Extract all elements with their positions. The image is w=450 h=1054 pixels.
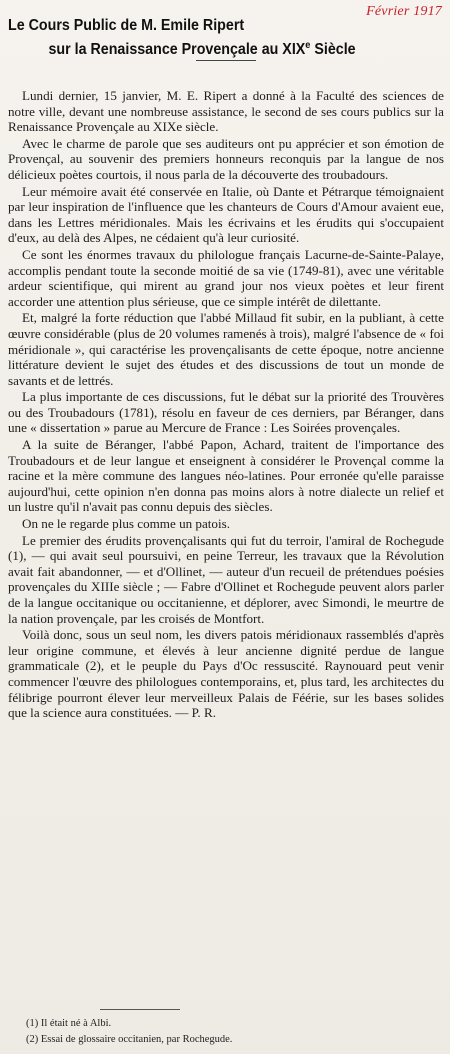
paragraph-10: Voilà donc, sous un seul nom, les divers patois méridionaux rassemblés d'après leur origine commune, et élevés à leur ancienne dignité perdue de langue grammaticale (2), et le peuple du Pays d'Oc ressuscité. Raynouard peut venir commencer l'œuvre des philologues contemporains, et, plus tard, les architectes du félibrige pourront élever leur merveilleux Palais de Féérie, sur les bases solides que la science aura constituées. — P. R. xyxy=(8,627,444,721)
paragraph-1: Lundi dernier, 15 janvier, M. E. Ripert a donné à la Faculté des sciences de notre ville, devant une nombreuse assistance, le second de ses cours publics sur la Renaissance Provençale au XIXe siècle. xyxy=(8,88,444,135)
paragraph-7: A la suite de Béranger, l'abbé Papon, Achard, traitent de l'importance des Troubadours et de leur langue et enseignent à considérer le Provençal comme la racine et la mère commune des langues néo-latines. Pour erronée qu'elle paraisse aujourd'hui, cette opinion n'en donna pas moins alors à notre dialecte un relief et un lustre qu'il n'avait pas connu depuis des siècles. xyxy=(8,437,444,515)
paragraph-5: Et, malgré la forte réduction que l'abbé Millaud fit subir, en la publiant, à cette œuvre considérable (plus de 20 volumes ramenés à trois), malgré l'absence de « foi méridionale », qui caractérise les provençalisants de cette époque, notre ancienne littérature devient le sujet des études et des discussions de tout un monde de savants et de lettrés. xyxy=(8,310,444,388)
headline-divider xyxy=(196,60,256,61)
paragraph-9: Le premier des érudits provençalisants qui fut du terroir, l'amiral de Rochegude (1), — qui avait seul poursuivi, en peine Terreur, les travaux que la Révolution avait fait abandonner, — et d'Ollinet, — auteur d'un recueil de prétendues poésies provençales du XIIIe siècle ; — Fabre d'Ollinet et Rochegude peuvent alors parler de la langue occitanique ou occitanienne, et déplorer, avec Simondi, le meurtre de la nation provençale, par les croisés de Montfort. xyxy=(8,532,444,626)
headline-line-2 xyxy=(8,36,413,60)
footnote-divider xyxy=(100,1009,180,1010)
paragraph-2: Avec le charme de parole que ses auditeurs ont pu apprécier et son émotion de Provençal, au souvenir des premiers honneurs reconquis par la langue de nos délicieux poètes courtois, il nous parla de la découverte des troubadours. xyxy=(8,135,444,182)
paragraph-4: Ce sont les énormes travaux du philologue français Lacurne-de-Sainte-Palaye, accomplis pendant toute la seconde moitié de sa vie (1749-81), avec une véritable ardeur scientifique, qui mirent au grand jour nos vieux poètes et leur firent accorder une attention plus sérieuse, que ce simple intérêt de dilettante. xyxy=(8,246,444,309)
footnote-1: (1) Il était né à Albi. xyxy=(26,1018,112,1029)
headline-line-1: Le Cours Public de M. Emile Ripert xyxy=(8,17,245,34)
article-body xyxy=(8,88,444,722)
headline-line-2-suffix: Siècle xyxy=(310,41,356,59)
paragraph-3: Leur mémoire avait été conservée en Italie, où Dante et Pétrarque témoignaient par leur inspiration de l'influence que les chanteurs de Cours d'Amour avaient eue, dans les Lettres méridionales. Mais les écrivains et les érudits qui s'occupaient d'eux, au delà des Alpes, ne cédaient qu'à leur curiosité. xyxy=(8,183,444,246)
headline-line-2-prefix: sur la Renaissance Provençale au XIX xyxy=(48,41,306,59)
paragraph-8: On ne le regarde plus comme un patois. xyxy=(22,516,230,532)
headline-line-2-sup: e xyxy=(305,40,311,51)
date-stamp: Février 1917 xyxy=(366,4,442,19)
paragraph-6: La plus importante de ces discussions, fut le débat sur la priorité des Trouvères ou des Troubadours (1781), résolu en faveur de ces derniers, par Béranger, dans une « dissertation » parue au Mercure de France : Les Soirées provençales. xyxy=(8,389,444,436)
headline xyxy=(8,16,413,60)
footnotes xyxy=(26,1016,436,1048)
footnote-2: (2) Essai de glossaire occitanien, par Rochegude. xyxy=(26,1034,233,1045)
